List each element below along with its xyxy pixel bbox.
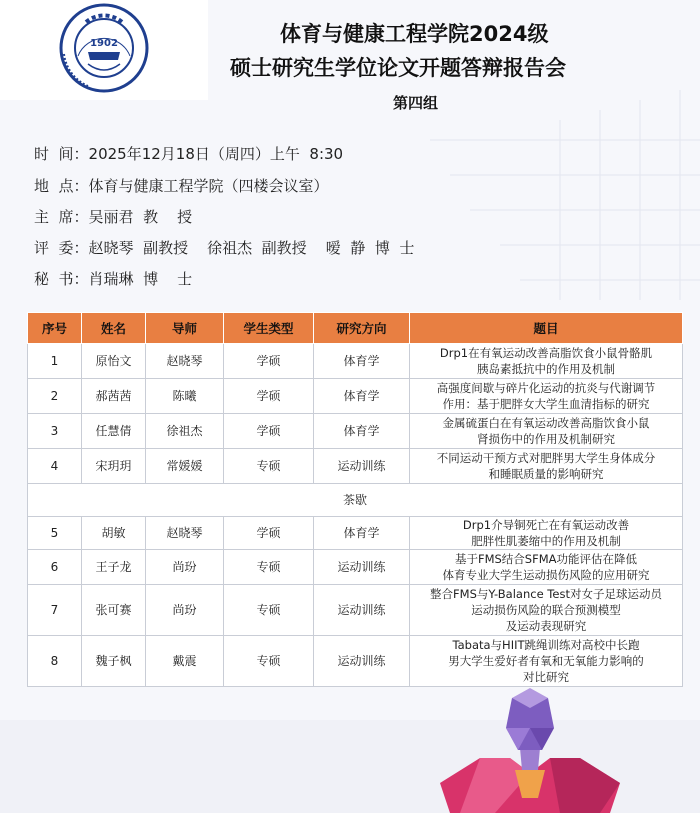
- cell-name: 原怡文: [82, 344, 146, 379]
- cell-direction: 体育学: [314, 414, 410, 449]
- info-time: 时 间：2025年12月18日（周四）上午 8:30: [34, 145, 344, 163]
- cell-type: 专硕: [224, 550, 314, 585]
- cell-direction: 运动训练: [314, 449, 410, 484]
- title-line-2: 硕士研究生学位论文开题答辩报告会: [230, 56, 566, 80]
- decorative-figure-illustration: [420, 688, 640, 813]
- cell-name: 郝茜茜: [82, 379, 146, 414]
- header-tutor: 导师: [146, 313, 224, 344]
- topic-line: 肾损伤中的作用及机制研究: [477, 432, 615, 446]
- cell-topic: [410, 449, 683, 484]
- table-row: [28, 550, 683, 585]
- cell-direction: 体育学: [314, 517, 410, 550]
- topic-line: 体育专业大学生运动损伤风险的应用研究: [442, 568, 650, 582]
- cell-type: 学硕: [224, 414, 314, 449]
- cell-direction: 运动训练: [314, 550, 410, 585]
- topic-line: 高强度间歇与碎片化运动的抗炎与代谢调节: [436, 381, 656, 395]
- header-no: 序号: [28, 313, 82, 344]
- topic-line: 和睡眠质量的影响研究: [488, 467, 604, 481]
- topic-line: 基于FMS结合SFMA功能评估在降低: [454, 552, 638, 566]
- cell-type: 学硕: [224, 517, 314, 550]
- cell-type: 学硕: [224, 344, 314, 379]
- cell-no: 1: [28, 344, 82, 379]
- cell-no: 3: [28, 414, 82, 449]
- cell-topic: [410, 585, 683, 636]
- cell-direction: 运动训练: [314, 636, 410, 687]
- topic-line: 金属硫蛋白在有氧运动改善高脂饮食小鼠: [442, 416, 650, 430]
- university-logo: [0, 0, 208, 100]
- cell-topic: [410, 344, 683, 379]
- cell-name: 魏子枫: [82, 636, 146, 687]
- cell-tutor: 尚玢: [146, 550, 224, 585]
- header-topic: 题目: [410, 313, 683, 344]
- header-name: 姓名: [82, 313, 146, 344]
- header-type: 学生类型: [224, 313, 314, 344]
- topic-line: 对比研究: [523, 670, 569, 684]
- cell-type: 专硕: [224, 585, 314, 636]
- topic-line: 男大学生爱好者有氧和无氧能力影响的: [448, 654, 644, 668]
- cell-type: 学硕: [224, 379, 314, 414]
- table-row: [28, 517, 683, 550]
- cell-tutor: 赵晓琴: [146, 517, 224, 550]
- cell-direction: 体育学: [314, 344, 410, 379]
- cell-topic: [410, 517, 683, 550]
- cell-name: 任慧倩: [82, 414, 146, 449]
- topic-line: 肥胖性肌萎缩中的作用及机制: [471, 534, 621, 548]
- cell-topic: [410, 414, 683, 449]
- table-row: [28, 449, 683, 484]
- cell-type: 专硕: [224, 636, 314, 687]
- table-row: [28, 379, 683, 414]
- info-judges: 评 委：赵晓琴 副教授 徐祖杰 副教授 嗳 静 博 士: [34, 239, 415, 257]
- table-header-row: [28, 313, 683, 344]
- cell-name: 宋玥玥: [82, 449, 146, 484]
- cell-tutor: 常媛媛: [146, 449, 224, 484]
- break-row: [28, 484, 683, 517]
- cell-no: 8: [28, 636, 82, 687]
- info-place: 地 点：体育与健康工程学院（四楼会议室）: [34, 177, 329, 195]
- table-row: [28, 585, 683, 636]
- cell-no: 6: [28, 550, 82, 585]
- info-secretary: 秘 书：肖瑞琳 博 士: [34, 270, 193, 288]
- cell-no: 5: [28, 517, 82, 550]
- cell-tutor: 戴震: [146, 636, 224, 687]
- cell-tutor: 赵晓琴: [146, 344, 224, 379]
- topic-line: 胰岛素抵抗中的作用及机制: [477, 362, 615, 376]
- cell-topic: [410, 550, 683, 585]
- cell-name: 张可赛: [82, 585, 146, 636]
- topic-line: Tabata与HIIT跳绳训练对高校中长跑: [452, 638, 640, 652]
- topic-line: 及运动表现研究: [505, 619, 587, 633]
- cell-name: 胡敏: [82, 517, 146, 550]
- topic-line: 运动损伤风险的联合预测模型: [471, 603, 621, 617]
- group-label: 第四组: [393, 94, 439, 112]
- logo-year: 1902: [90, 38, 118, 49]
- topic-line: 不同运动干预方式对肥胖男大学生身体成分: [436, 451, 656, 465]
- cell-tutor: 徐祖杰: [146, 414, 224, 449]
- cell-no: 7: [28, 585, 82, 636]
- cell-topic: [410, 379, 683, 414]
- topic-line: Drp1介导铜死亡在有氧运动改善: [462, 518, 630, 532]
- schedule-table: [27, 312, 683, 687]
- header-direction: 研究方向: [314, 313, 410, 344]
- break-label: 茶歇: [28, 484, 683, 517]
- cell-direction: 运动训练: [314, 585, 410, 636]
- topic-line: 整合FMS与Y-Balance Test对女子足球运动员: [430, 587, 662, 601]
- cell-tutor: 尚玢: [146, 585, 224, 636]
- cell-no: 4: [28, 449, 82, 484]
- title-line-1: 体育与健康工程学院2024级: [280, 22, 549, 46]
- topic-line: Drp1在有氧运动改善高脂饮食小鼠骨骼肌: [439, 346, 653, 360]
- table-row: [28, 414, 683, 449]
- topic-line: 作用：基于肥胖女大学生血清指标的研究: [442, 397, 650, 411]
- table-row: [28, 636, 683, 687]
- cell-topic: [410, 636, 683, 687]
- cell-tutor: 陈曦: [146, 379, 224, 414]
- cell-no: 2: [28, 379, 82, 414]
- cell-type: 专硕: [224, 449, 314, 484]
- info-chair: 主 席：吴丽君 教 授: [34, 208, 193, 226]
- cell-direction: 体育学: [314, 379, 410, 414]
- table-row: [28, 344, 683, 379]
- cell-name: 王子龙: [82, 550, 146, 585]
